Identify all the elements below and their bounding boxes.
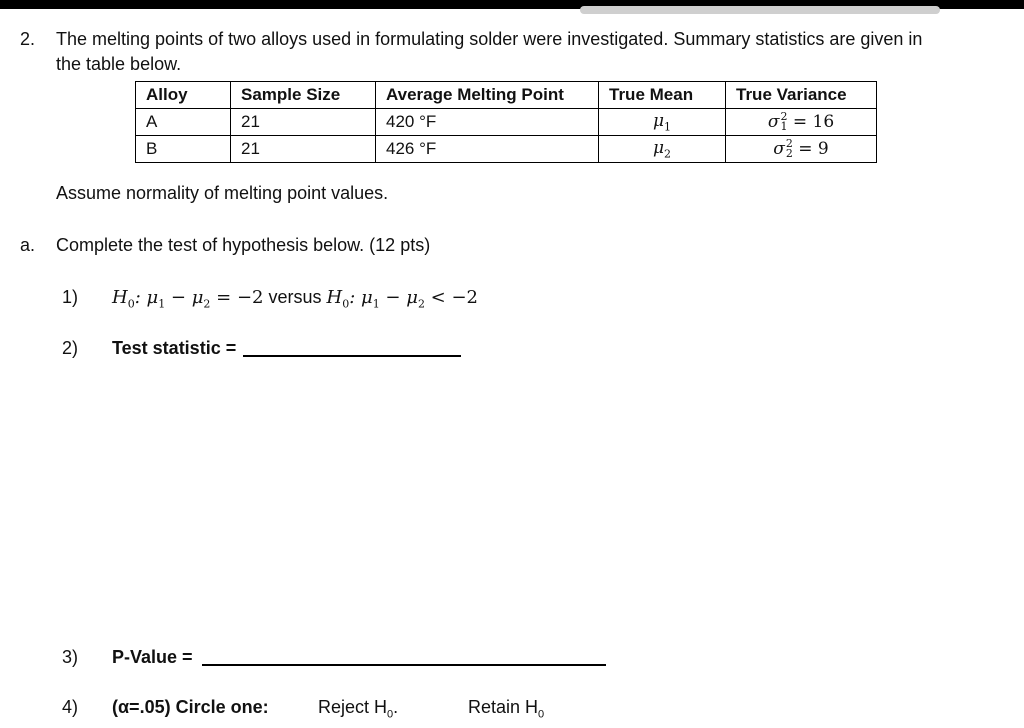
p-value-answer-line[interactable] — [202, 664, 606, 666]
question-line-2: the table below. — [56, 54, 182, 74]
reject-option[interactable]: Reject $H_0$. — [318, 697, 399, 721]
step-3-number: 3) — [62, 647, 79, 667]
test-statistic-label: Test statistic = — [112, 338, 237, 358]
step-1-hypotheses: $H_0$: $\mu_1 - \mu_2 = -2$ versus $H_0$: $\mu_1 - \mu_2 < -2$ — [112, 287, 478, 311]
cell-sample-size: 21 — [231, 109, 376, 136]
summary-table — [135, 81, 877, 163]
cell-true-mean: $\mu_1$ — [599, 109, 726, 136]
top-scroll-shade — [580, 6, 940, 14]
table-row — [136, 136, 877, 163]
table-row — [136, 109, 877, 136]
retain-option[interactable]: Retain $H_0$ — [468, 697, 545, 721]
circle-one-label: (α=.05) Circle one: — [112, 697, 269, 717]
header-sample-size: Sample Size — [231, 82, 376, 109]
question-number: 2. — [20, 29, 36, 49]
test-statistic-answer-line[interactable] — [243, 355, 461, 357]
step-4-number: 4) — [62, 697, 79, 717]
table-header-row — [136, 82, 877, 109]
cell-average: 426 °F — [376, 136, 599, 163]
cell-true-variance: σ 2 2 = 9 — [726, 136, 877, 163]
part-a-label: a. — [20, 235, 36, 255]
step-1-number: 1) — [62, 287, 79, 307]
cell-true-variance: σ 2 1 = 16 — [726, 109, 877, 136]
assumption-text: Assume normality of melting point values. — [56, 183, 389, 203]
cell-true-mean: $\mu_2$ — [599, 136, 726, 163]
cell-alloy: A — [136, 109, 231, 136]
header-true-variance: True Variance — [726, 82, 877, 109]
cell-sample-size: 21 — [231, 136, 376, 163]
part-a-text: Complete the test of hypothesis below. (12 pts) — [56, 235, 431, 255]
header-alloy: Alloy — [136, 82, 231, 109]
header-true-mean: True Mean — [599, 82, 726, 109]
p-value-label: P-Value = — [112, 647, 193, 667]
header-average-melting-point: Average Melting Point — [376, 82, 599, 109]
step-2-number: 2) — [62, 338, 79, 358]
cell-average: 420 °F — [376, 109, 599, 136]
question-line-1: The melting points of two alloys used in formulating solder were investigated. Summary statistics are given in — [56, 29, 923, 49]
cell-alloy: B — [136, 136, 231, 163]
